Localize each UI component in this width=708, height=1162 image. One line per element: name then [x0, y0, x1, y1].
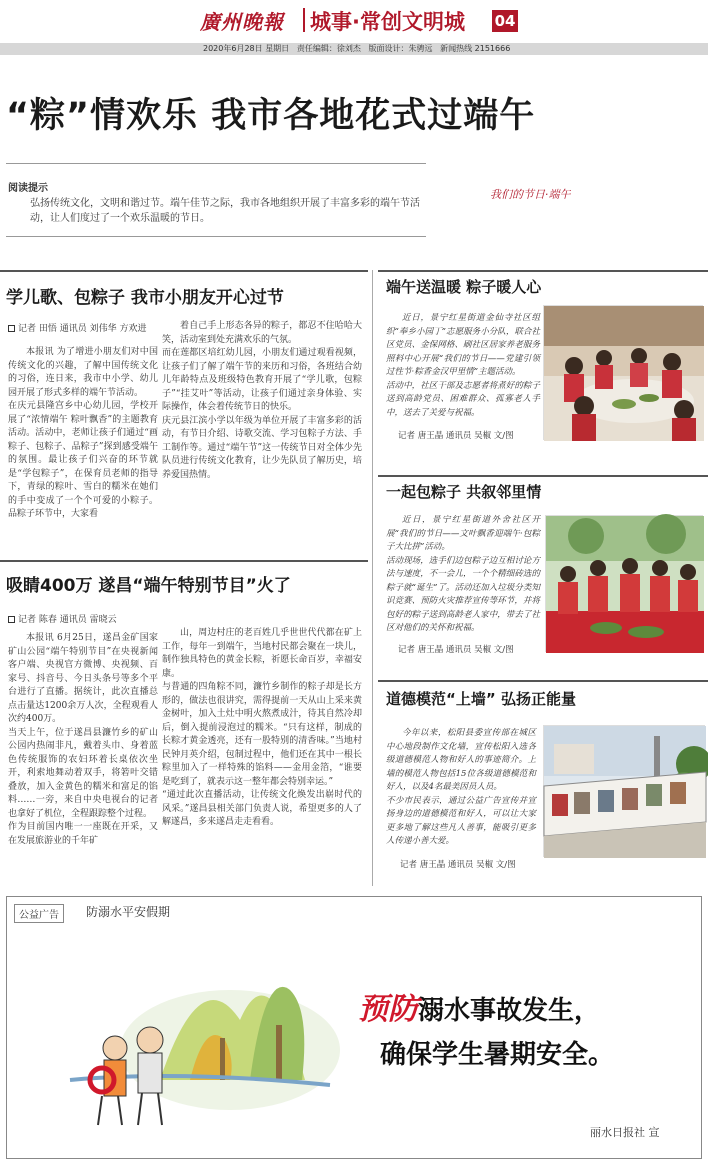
- ad-slogan-line-2: 确保学生暑期安全。: [380, 1040, 615, 1070]
- designer-credit: 版面设计：朱骋远: [368, 44, 433, 53]
- lead-rule: [6, 236, 426, 237]
- column-divider: [372, 270, 373, 886]
- article2-column-2: 山，周边村庄的老百姓几乎世世代代都在矿上工作，每年一到端午，当地村民都会聚在一块儿，制作独具特色的黄金长粽，祈愿长命百岁，幸福安康。 与普通的四角粽不同，濂竹乡制作的粽子却是长方形的，做法也很讲究，需得提前一天从山上采来黄金树叶，加入土灶中明火熬煮成汁，待其自然冷却后，倒入提前浸泡过的糯米。“只有这样，制成的长粽才黄金透亮，还有一股特别的清香味。”当地村民钟月英介绍，包制过程中，他们还在其中一根长粽里加入了一样特殊的馅料——金用金箔，“谁要是吃到了，就表示这一整年都会特别幸运。” “通过此次直播活动，让传统文化焕发出崭时代的风采。”遂昌县相关部门负责人说，希望更多的人了解遂昌，多来遂昌走走看看。: [162, 628, 362, 827]
- right2-body: 近日，景宁红星街道外舍社区开展“我们的节日——文叶飘香迎端午·包粽子大比拼”活动。 活动现场，选手们边包粽子边互相讨论方法与速度，不一会儿，一个个精细砖选的粽子就“诞生”了。活动还加入垃圾分类知识竞赛、预防火灾推荐宣传等环节，并将包好的粽子送到高龄老人家中，带去了社区对他们的关怀和祝福。: [386, 515, 540, 633]
- lead-text: 弘扬传统文化，文明和谐过节。端午佳节之际，我市各地组织开展了丰富多彩的端午节活动，让人们度过了一个欢乐温暖的节日。: [30, 198, 420, 224]
- neighbors-dumpling-photo: [545, 515, 703, 652]
- ad-tag: 公益广告: [14, 904, 64, 923]
- page-number-badge: 04: [492, 10, 518, 32]
- ad-slogan-line-1: 预防溺水事故发生，: [358, 992, 601, 1027]
- article2-column-1: 本报讯 6月25日，遂昌金矿国家矿山公园“端午特别节目”在央视新闻客户端、央视官方微博、央视频、百家号、抖音号、今日头条号等多个平台进行了直播。据统计，此次直播总点击量达1200余万人次，全程观看人次约400万。 当天上午，位于遂昌县濂竹乡的矿山公园内热闹非凡，戴着头巾、身着蓝色传统服饰的农妇环着长桌依次坐开，利索地舞动着双手，将箬叶交错叠放，加入金黄色的糯米和富足的馅料……一旁，来自中央电视台的记者也拿好了机位，全程跟踪整个过程。 作为目前国内唯一一座既在开采，又在发展旅游业的千年矿: [8, 633, 158, 846]
- ad-title: 防溺水平安假期: [86, 905, 171, 919]
- article2-title: 吸睛400万 遂昌“端午特别节目”火了: [6, 576, 291, 596]
- culture-wall-photo: [543, 725, 705, 857]
- news-hotline: 新闻热线 2151666: [440, 44, 511, 53]
- right2-top-rule: [378, 475, 708, 477]
- section-title: 城事·常创文明城: [310, 10, 465, 34]
- headline-rule: [6, 163, 426, 164]
- right1-title: 端午送温暖 粽子暖人心: [386, 278, 542, 296]
- right3-body: 今年以来，松阳县委宣传部在城区中心地段制作文化墙，宣传松阳入选各级道德模范人物和好人的事迹简介。上墙的模范人物包括15位各级道德模范和好人，以及4名最美因员人员。 不少市民表示，通过公益广告宣传并宣扬身边的道德模范和好人，可以让大家更多地了解这些凡人善事，能吸引更多人传递小善大爱。: [386, 728, 536, 846]
- right2-credit: 记者 唐王晶 通讯员 吴椒 文/图: [398, 645, 514, 655]
- ad-sponsor: 丽水日报社 宣: [590, 1126, 660, 1139]
- right1-top-rule: [378, 270, 708, 272]
- info-bar-text: [203, 43, 510, 55]
- right3-top-rule: [378, 680, 708, 682]
- article2-byline: 记者 陈春 通讯员 雷晓云: [8, 612, 117, 625]
- masthead-divider: [303, 8, 305, 32]
- issue-date: 2020年6月28日: [203, 44, 263, 53]
- article1-column-2: 着自己手上形态各异的粽子，都忍不住哈哈大笑，活动室到处充满欢乐的气氛。 而在莲都区培红幼儿园，小朋友们通过观看视频，让孩子们了解了端午节的来历和习俗，各班结合幼儿年龄特点及班级特色教育开展了“学儿歌，包粽子”“挂艾叶”等活动，让孩子们通过亲身体验、实际操作，体会着传统节日的快乐。 庆元县江滨小学以年级为单位开展了丰富多彩的活动，有节日介绍、诗歌交流、学习包粽子方法、手工制作等。通过“端午节”这一传统节日对全体少先队员进行传统文化教育，让少先队员了解历史，培养爱国热情。: [162, 321, 362, 480]
- festival-tag: 我们的节日·端午: [490, 188, 571, 201]
- article1-top-rule: [0, 270, 368, 272]
- right2-title: 一起包粽子 共叙邻里情: [386, 483, 542, 501]
- right1-body: 近日，景宁红星街道金仙寺社区组织“奉乡小园丁”志愿服务小分队，联合社区党员、金保网格、刷社区居家养老服务照料中心开展“我们的节日——党建引领过性节·粽香金汉甲里情”主题活动。 活动中，社区干部及志愿者将煮好的粽子送到高龄党员、困难群众、孤寡老人手中，送去了关爱与祝福。: [386, 313, 540, 418]
- newspaper-logo: 廣州晚報: [200, 10, 284, 34]
- lead-label: 阅读提示: [8, 183, 48, 194]
- right3-credit: 记者 唐王晶 通讯员 吴椒 文/图: [400, 860, 516, 870]
- issue-weekday: 星期日: [265, 44, 290, 53]
- article1-byline: 记者 田悟 通讯员 刘伟华 方欢进: [8, 321, 146, 334]
- right1-credit: 记者 唐王晶 通讯员 吴椒 文/图: [398, 431, 514, 441]
- main-headline: “粽”情欢乐 我市各地花式过端午: [6, 96, 536, 136]
- right3-title: 道德模范“上墙” 弘扬正能量: [386, 690, 576, 708]
- editor-credit: 责任编辑：徐刘杰: [296, 44, 361, 53]
- ad-illustration: [40, 930, 340, 1130]
- article2-top-rule: [0, 560, 368, 562]
- article1-title: 学儿歌、包粽子 我市小朋友开心过节: [6, 288, 284, 308]
- article1-column-1: 本报讯 为了增进小朋友们对中国传统文化的兴趣，了解中国传统文化的习俗，连日来，我市中小学、幼儿园开展了形式多样的端午节活动。 在庆元县隆宫乡中心幼儿园，学校开展了“浓情端午 粽叶飘香”的主题教育活动。活动中，老师让孩子们通过“画粽子、包粽子、品粽子”探到感受端午的氛围。最让孩子们兴奋的环节就是“学包粽子”，在保育员老师的指导下，青绿的粽叶、雪白的糯米在她们的手中变成了一个个可爱的小粽子。品粽子环节中，大家看: [8, 347, 158, 519]
- dumpling-volunteers-photo: [543, 305, 703, 440]
